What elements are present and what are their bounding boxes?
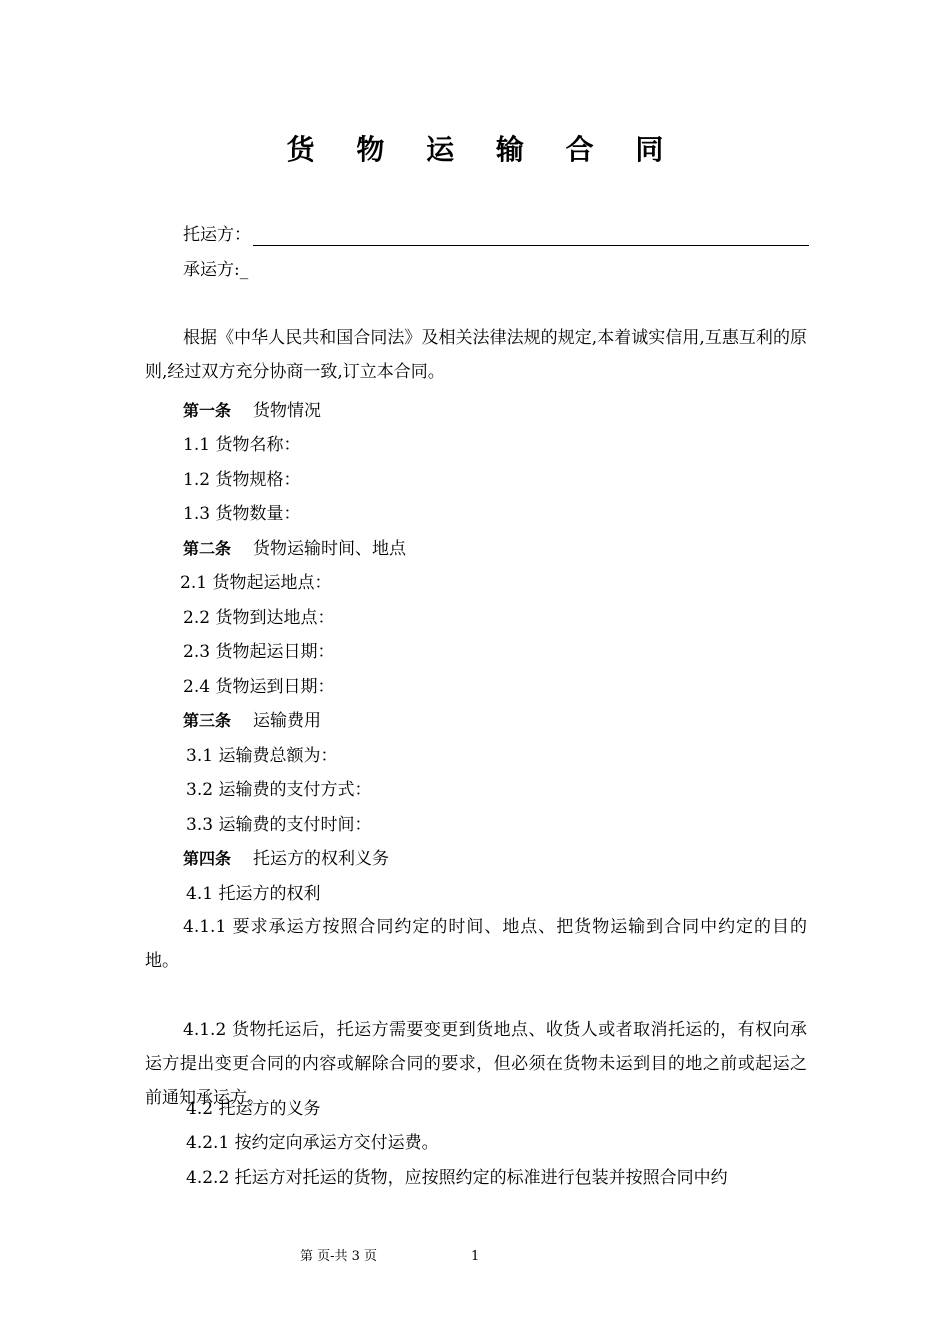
section-4-1: 4.1 托运方的权利 [186,884,321,904]
article-2-item: 2.2 货物到达地点： [183,608,335,628]
article-2-item: 2.3 货物起运日期： [183,642,335,662]
article-3-heading [183,710,321,732]
article-3-item: 3.2 运输费的支付方式： [186,780,372,800]
article-1-item: 1.3 货物数量： [183,504,301,524]
contract-title: 货 物 运 输 合 同 [286,133,680,166]
article-1-item: 1.2 货物规格： [183,470,301,490]
article-3-number: 第三条 [183,711,232,730]
section-4-1-2: 4.1.2 货物托运后，托运方需要变更到货地点、收货人或者取消托运的，有权向承运方提出变更合同的内容或解除合同的要求，但必须在货物未运到目的地之前或起运之前通知承运方。 [145,1020,807,1108]
carrier-label: 承运方:_ [183,260,249,280]
section-4-1-1: 4.1.1 要求承运方按照合同约定的时间、地点、把货物运输到合同中约定的目的地。 [145,917,807,971]
article-2-heading [183,538,406,560]
shipper-line [183,224,809,246]
section-4-2: 4.2 托运方的义务 [186,1099,321,1119]
section-4-2-2: 4.2.2 托运方对托运的货物，应按照约定的标准进行包装并按照合同中约 [186,1168,728,1188]
preamble-paragraph: 根据《中华人民共和国合同法》及相关法律法规的规定,本着诚实信用,互惠互利的原则,经过双方充分协商一致,订立本合同。 [145,328,807,382]
article-1-item: 1.1 货物名称： [183,435,301,455]
article-2-item: 2.1 货物起运地点： [180,573,332,593]
article-4-heading [183,848,389,870]
shipper-label: 托运方： [183,225,251,245]
article-2-item: 2.4 货物运到日期： [183,677,335,697]
article-3-item: 3.1 运输费总额为： [186,746,338,766]
article-1-title: 货物情况 [253,401,322,421]
article-1-heading [183,400,321,422]
carrier-line [183,259,248,281]
article-4-number: 第四条 [183,849,232,868]
article-4-title: 托运方的权利义务 [253,849,390,869]
shipper-underline [253,227,809,246]
article-3-title: 运输费用 [253,711,322,731]
article-3-item: 3.3 运输费的支付时间： [186,815,372,835]
section-4-2-1: 4.2.1 按约定向承运方交付运费。 [186,1133,439,1153]
footer-page-number: 1 [471,1249,480,1264]
article-2-number: 第二条 [183,539,232,558]
article-2-title: 货物运输时间、地点 [253,539,407,559]
article-1-number: 第一条 [183,401,232,420]
footer-page-info: 第 页-共 3 页 [300,1249,378,1264]
